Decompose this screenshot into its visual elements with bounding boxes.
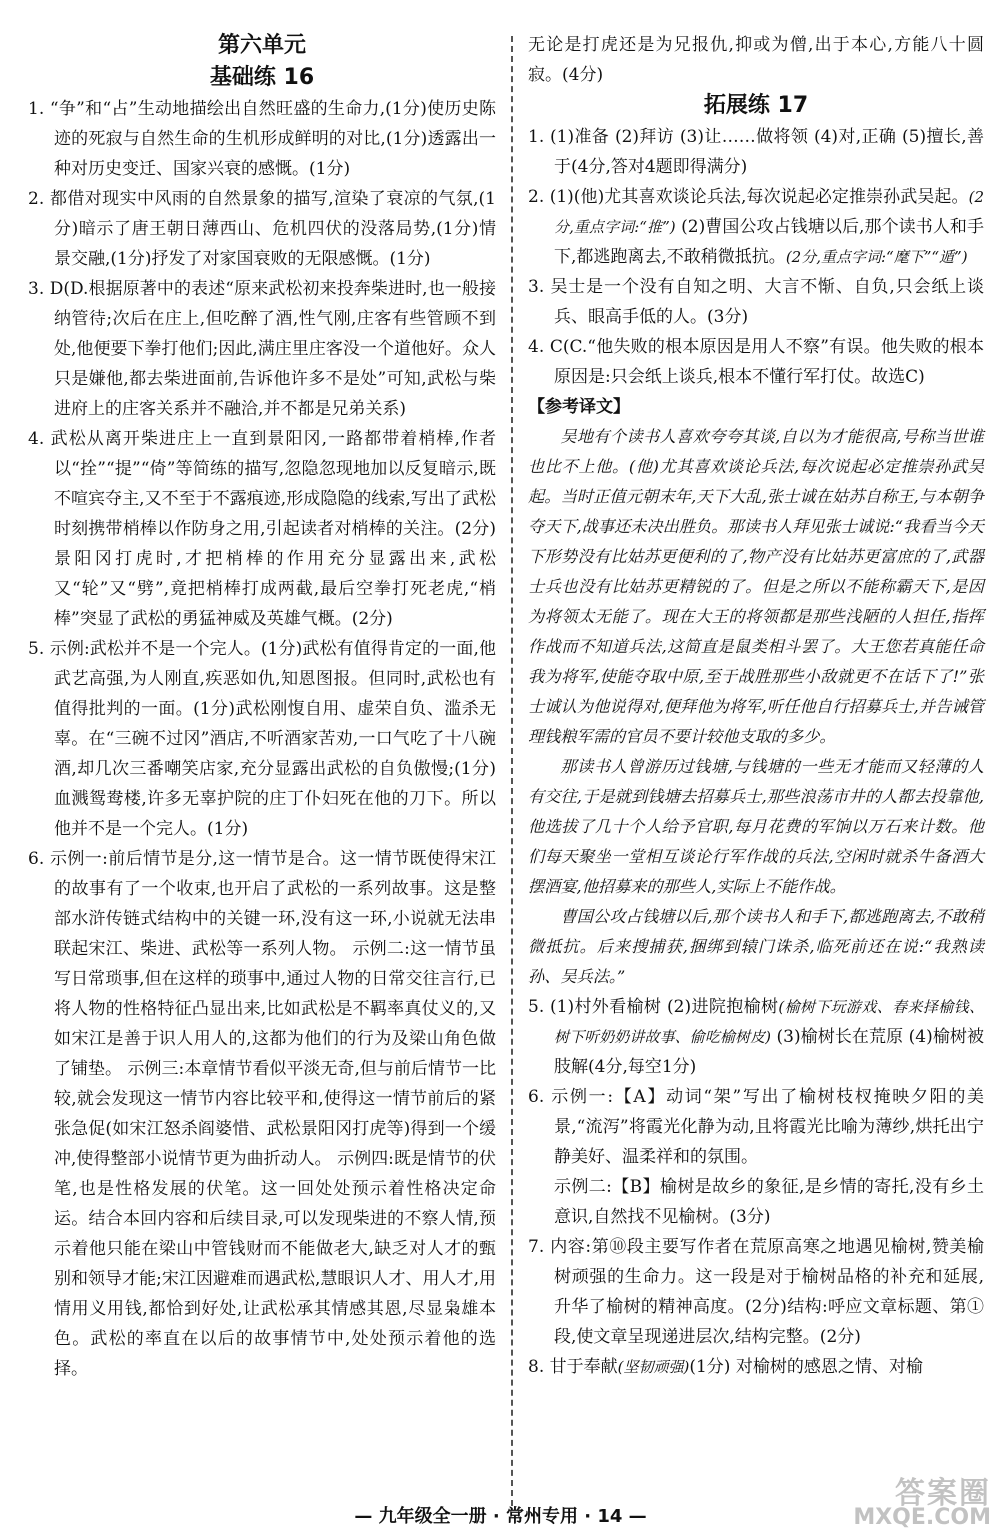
section-title-16: 基础练 16 [209,65,315,90]
answer-item-r7: 7. 内容:第⑩段主要写作者在荒原高寒之地遇见榆树,赞美榆树顽强的生命力。这一段是对于榆树品格的补充和延展,升华了榆树的精神高度。(2分)结构:呼应文章标题、第①段,使文章呈现递进层次,结构完整。(2分) [528,1237,984,1347]
answer-item-r5 [528,992,984,1082]
watermark-logo [853,1476,991,1530]
answer-item-r6a: 6. 示例一:【A】动词“架”写出了榆树枝杈掩映夕阳的美景,“流泻”将霞光化静为动,且将霞光比喻为薄纱,烘托出宁静美好、温柔祥和的氛围。 [528,1087,984,1167]
item2-text-2: (2)曹国公攻占钱塘以后,那个读书人和手下,都逃跑离去,不敢稍微抵抗。 [554,217,984,267]
item8-note: (坚韧顽强) [617,1358,690,1376]
answer-item-3: 3. D(D.根据原著中的表述“原来武松初来投奔柴进时,也一般接纳管待;次后在庄上,但吃醉了酒,性气刚,庄客有些管顾不到处,他便要下拳打他们;因此,满庄里庄客没一个道他好。众人只是嫌他,都去柴进面前,告诉他许多不是处”可知,武松与柴进府上的庄客关系并不融洽,并不都是兄弟关系) [28,279,496,419]
item2-note-1: (2分,重点字词:“推”) [554,188,984,236]
carry-over-text: 无论是打虎还是为兄报仇,抑或为僧,出于本心,方能八十圆寂。(4分) [528,35,984,85]
translation-header: 【参考译文】 [528,397,630,417]
right-column [528,30,984,1382]
item5-text-b: (3)榆树长在荒原 (4)榆树被肢解(4分,每空1分) [554,1027,985,1077]
item2-note-2: (2分,重点字词:“麾下”“遁”) [785,248,968,266]
answer-item-1: 1. “争”和“占”生动地描绘出自然旺盛的生命力,(1分)使历史陈迹的死寂与自然生命的生机形成鲜明的对比,(1分)透露出一种对历史变迁、国家兴衰的感慨。(1分) [28,99,496,179]
translation-paragraph-1: 吴地有个读书人喜欢夸夸其谈,自以为才能很高,号称当世谁也比不上他。(他)尤其喜欢谈论兵法,每次说起必定推崇孙武吴起。当时正值元朝末年,天下大乱,张士诚在姑苏自称王,与本朝争夺天下,战事还未决出胜负。那读书人拜见张士诚说:“我看当今天下形势没有比姑苏更便利的了,物产没有比姑苏更富庶的了,武器士兵也没有比姑苏更精锐的了。但是之所以不能称霸天下,是因为将领太无能了。现在大王的将领都是那些浅陋的人担任,指挥作战而不知道兵法,这简直是鼠类相斗罢了。大王您若真能任命我为将军,使能夺取中原,至于战胜那些小敌就更不在话下了!”张士诚认为他说得对,便拜他为将军,听任他自行招募兵士,并告诫管理钱粮军需的官员不要计较他支取的多少。 [528,427,984,746]
page-footer: — 九年级全一册 · 常州专用 · 14 — [354,1506,647,1527]
translation-paragraph-2: 那读书人曾游历过钱塘,与钱塘的一些无才能而又轻薄的人有交往,于是就到钱塘去招募兵士,那些浪荡市井的人都去投靠他,他选拔了几十个人给予官职,每月花费的军饷以万石来计数。他们每天聚坐一堂相互谈论行军作战的兵法,空闲时就杀牛备酒大摆酒宴,他招募来的那些人,实际上不能作战。 [528,757,984,896]
item5-text-a: 5. (1)村外看榆树 (2)进院抱榆树 [528,997,779,1017]
item2-text: 2. (1)(他)尤其喜欢谈论兵法,每次说起必定推崇孙武吴起。 [528,187,969,207]
translation-paragraph-3: 曹国公攻占钱塘以后,那个读书人和手下,都逃跑离去,不敢稍微抵抗。后来搜捕获,捆绑到辕门诛杀,临死前还在说:“我熟读孙、吴兵法。” [528,907,984,986]
answer-item-r6b: 示例二:【B】榆树是故乡的象征,是乡情的寄托,没有乡土意识,自然找不见榆树。(3分) [554,1177,984,1227]
watermark-line-1: 答案圈 [895,1476,991,1511]
answer-item-r8 [528,1352,984,1382]
answer-item-6: 6. 示例一:前后情节是分,这一情节是合。这一情节既使得宋江的故事有了一个收束,也开启了武松的一系列故事。这是整部水浒传链式结构中的关键一环,没有这一环,小说就无法串联起宋江、柴进、武松等一系列人物。 示例二:这一情节虽写日常琐事,但在这样的琐事中,通过人物的日常交往言行,已将人物的性格特征凸显出来,比如武松是不羁率真仗义的,又如宋江是善于识人用人的,这都为他们的行为及梁山角色做了铺垫。 示例三:本章情节看似平淡无奇,但与前后情节一比较,就会发现这一情节内容比较平和,使得这一情节前后的紧张急促(如宋江怒杀阎婆惜、武松景阳冈打虎等)得到一个缓冲,使得整部小说情节更为曲折动人。 示例四:既是情节的伏笔,也是性格发展的伏笔。这一回处处预示着性格决定命运。结合本回内容和后续目录,可以发现柴进的不察人情,预示着他只能在梁山中管钱财而不能做老大,缺乏对人才的甄别和领导才能;宋江因避难而遇武松,慧眼识人才、用人才,用情用义用钱,都恰到好处,让武松承其情感其恩,尽显枭雄本色。武松的率直在以后的故事情节中,处处预示着他的选择。 [28,849,496,1379]
left-column [28,30,496,1384]
item5-note: (榆树下玩游戏、春来择榆钱、树下听奶奶讲故事、偷吃榆树皮) [554,998,984,1046]
answer-item-4: 4. 武松从离开柴进庄上一直到景阳冈,一路都带着梢棒,作者以“拴”“提”“倚”等简练的描写,忽隐忽现地加以反复暗示,既不喧宾夺主,又不至于不露痕迹,形成隐隐的线索,写出了武松时刻携带梢棒以作防身之用,引起读者对梢棒的关注。(2分)景阳冈打虎时,才把梢棒的作用充分显露出来,武松又“轮”又“劈”,竟把梢棒打成两截,最后空拳打死老虎,“梢棒”突显了武松的勇猛神威及英雄气概。(2分) [28,429,496,629]
answer-item-r3: 3. 吴士是一个没有自知之明、大言不惭、自负,只会纸上谈兵、眼高手低的人。(3分) [528,277,984,327]
item8-text-a: 8. 甘于奉献 [528,1357,618,1377]
answer-item-5: 5. 示例:武松并不是一个完人。(1分)武松有值得肯定的一面,他武艺高强,为人刚直,疾恶如仇,知恩图报。但同时,武松也有值得批判的一面。(1分)武松刚愎自用、虚荣自负、滥杀无辜。在“三碗不过冈”酒店,不听酒家苦劝,一口气吃了十八碗酒,却几次三番嘲笑店家,充分显露出武松的自负傲慢;(1分)血溅鸳鸯楼,许多无辜护院的庄丁仆妇死在他的刀下。所以他并不是一个完人。(1分) [28,639,496,839]
unit-title: 第六单元 [217,33,306,58]
answer-item-2: 2. 都借对现实中风雨的自然景象的描写,渲染了衰凉的气氛,(1分)暗示了唐王朝日薄西山、危机四伏的没落局势,(1分)情景交融,(1分)抒发了对家国衰败的无限感慨。(1分) [28,189,496,269]
answer-item-r2 [528,182,984,272]
section-title-17: 拓展练 17 [703,93,809,118]
answer-item-r1: 1. (1)准备 (2)拜访 (3)让……做将领 (4)对,正确 (5)擅长,善于(4分,答对4题即得满分) [528,127,984,177]
watermark-line-2: MXQE.COM [853,1505,991,1530]
column-divider [511,36,513,1506]
answer-item-r4: 4. C(C.“他失败的根本原因是用人不察”有误。他失败的根本原因是:只会纸上谈兵,根本不懂行军打仗。故选C) [528,337,984,387]
item8-text-b: (1分) 对榆树的感恩之情、对榆 [689,1357,923,1377]
